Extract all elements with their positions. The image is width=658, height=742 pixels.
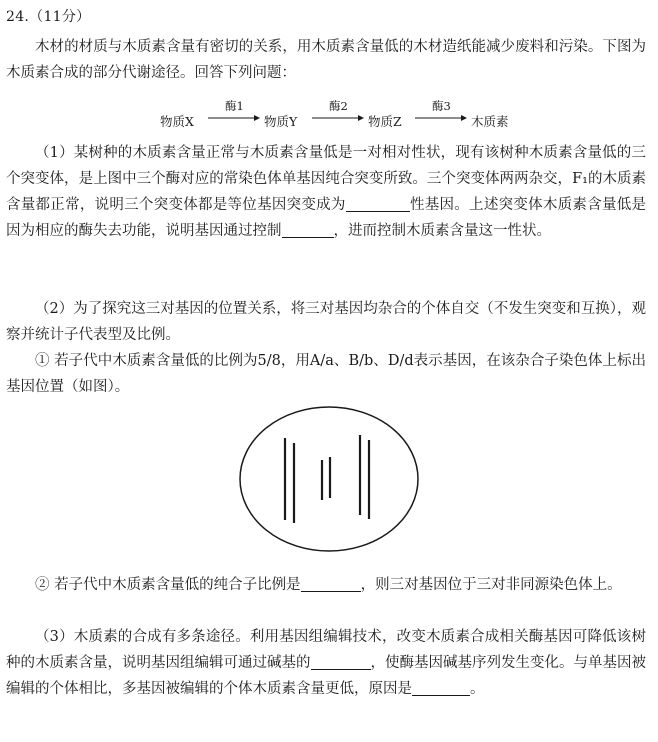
part3-text	[6, 624, 646, 702]
part2-sub2	[6, 572, 646, 598]
part3-text-b: ，使酶基因碱基序列发生变化。与单基因被编辑的个体相比，多基因被编辑的个体木质素含量更低，原因是	[6, 655, 646, 697]
part2-sub2-a: ② 若子代中木质素含量低的纯合子比例是	[35, 577, 301, 593]
answer-blank-3[interactable]	[301, 575, 361, 592]
pathway-enzyme-1: 酶1	[225, 99, 244, 113]
answer-blank-2[interactable]	[282, 221, 334, 238]
part1-text-a: （1）某树种的木质素含量正常与木质素含量低是一对相对性状，现有该树种木质素含量低的三个突变体，是上图中三个酶对应的常染色体单基因纯合突变所致。三个突变体两两杂交，F₁的木质素含量都正常，说明三个突变体都是等位基因突变成为	[6, 145, 646, 213]
pathway-enzyme-2: 酶2	[329, 99, 348, 113]
arrow-icon	[312, 114, 364, 122]
pathway-node-lignin: 木质素	[471, 114, 509, 129]
part2-sub2-b: ，则三对基因位于三对非同源染色体上。	[360, 577, 622, 593]
chromosomes	[285, 435, 369, 523]
arrow-icon	[415, 114, 467, 122]
question-number: 24.（11分）	[6, 9, 91, 25]
part1-text-b: 性基因。上述突变体木质素含量低是因为相应的酶失去功能，说明基因通过控制	[6, 197, 647, 239]
cell-chromosome-diagram	[238, 405, 420, 557]
part2-text: （2）为了探究这三对基因的位置关系，将三对基因均杂合的个体自交（不发生突变和互换），观察并统计子代表型及比例。	[6, 301, 646, 343]
part1-text-c: ，进而控制木质素含量这一性状。	[333, 223, 551, 239]
pathway-node-y: 物质Y	[264, 114, 298, 129]
pathway-node-z: 物质Z	[368, 114, 402, 129]
answer-blank-1[interactable]	[346, 195, 410, 212]
part2-sub1: ① 若子代中木质素含量低的比例为5/8，用A/a、B/b、D/d表示基因，在该杂合子染色体上标出基因位置（如图）。	[6, 353, 646, 395]
pathway-node-x: 物质X	[160, 114, 194, 129]
intro-text: 木材的材质与木质素含量有密切的关系，用木质素含量低的木材造纸能减少废料和污染。下图为木质素合成的部分代谢途径。回答下列问题：	[6, 39, 646, 81]
part3-text-c: 。	[470, 681, 485, 697]
pathway-enzyme-3: 酶3	[432, 99, 451, 113]
arrow-icon	[208, 114, 260, 122]
answer-blank-5[interactable]	[412, 679, 470, 696]
part3-text-a: （3）木质素的合成有多条途径。利用基因组编辑技术，改变木质素合成相关酶基因可降低该树种的木质素含量，说明基因组编辑可通过碱基的	[6, 629, 646, 671]
part1-text	[6, 140, 646, 244]
answer-blank-4[interactable]	[311, 653, 371, 670]
